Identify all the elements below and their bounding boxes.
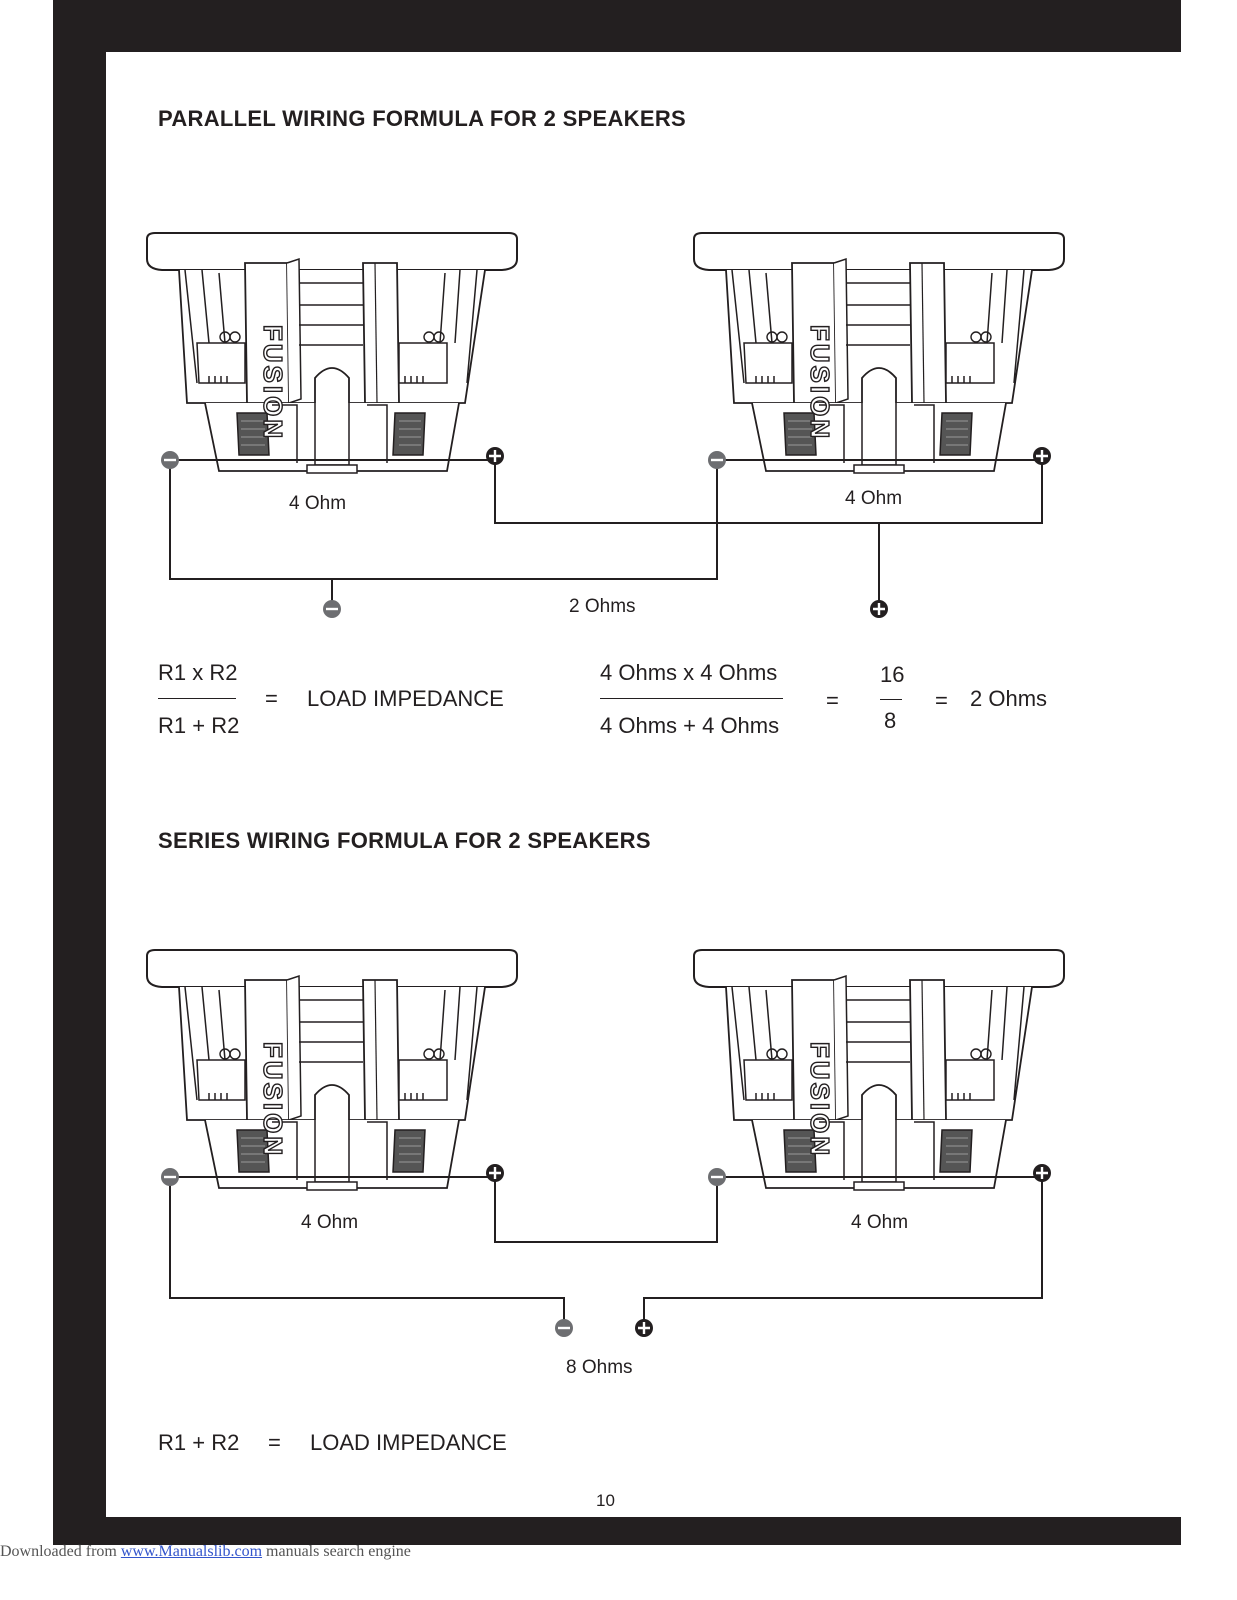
parallel-left-impedance-label: 4 Ohm — [289, 493, 347, 514]
formula-result: LOAD IMPEDANCE — [307, 686, 504, 711]
minus-terminal-icon — [708, 451, 726, 469]
formula-numerator: R1 x R2 — [158, 660, 238, 685]
plus-terminal-icon — [1033, 447, 1051, 465]
minus-output-terminal-icon — [555, 1319, 573, 1337]
speaker-illustration — [147, 233, 517, 473]
series-right-impedance-label: 4 Ohm — [851, 1212, 909, 1233]
series-left-impedance-label: 4 Ohm — [301, 1212, 359, 1233]
minus-terminal-icon — [161, 1168, 179, 1186]
simplified-numerator: 16 — [880, 662, 905, 687]
series-formula-lhs: R1 + R2 — [158, 1430, 240, 1455]
minus-terminal-icon — [161, 451, 179, 469]
download-footer — [0, 1543, 411, 1561]
fusion-logo: FUSION — [258, 324, 288, 442]
fraction-bar — [158, 698, 236, 699]
plus-terminal-icon — [1033, 1164, 1051, 1182]
fusion-logo: FUSION — [805, 324, 835, 442]
parallel-right-impedance-label: 4 Ohm — [845, 488, 903, 509]
series-heading: SERIES WIRING FORMULA FOR 2 SPEAKERS — [158, 828, 651, 853]
plus-output-terminal-icon — [635, 1319, 653, 1337]
equals-sign: = — [268, 1430, 281, 1455]
fraction-bar — [600, 698, 783, 699]
footer-prefix: Downloaded from — [0, 1543, 117, 1560]
speaker-illustration — [694, 233, 1064, 473]
parallel-heading: PARALLEL WIRING FORMULA FOR 2 SPEAKERS — [158, 106, 687, 131]
formula-denominator: R1 + R2 — [158, 713, 240, 738]
example-numerator: 4 Ohms x 4 Ohms — [600, 660, 778, 685]
minus-terminal-icon — [708, 1168, 726, 1186]
equals-sign: = — [826, 688, 839, 713]
series-total-impedance-label: 8 Ohms — [566, 1357, 633, 1378]
plus-terminal-icon — [486, 447, 504, 465]
simplified-denominator: 8 — [884, 708, 897, 733]
example-result: 2 Ohms — [970, 686, 1048, 711]
series-wires — [170, 1173, 1042, 1328]
fusion-logo: FUSION — [258, 1041, 288, 1159]
footer-suffix: manuals search engine — [266, 1543, 411, 1560]
equals-sign: = — [935, 688, 948, 713]
fraction-bar — [880, 699, 902, 700]
page-number: 10 — [596, 1491, 615, 1510]
speaker-illustration — [147, 950, 517, 1190]
plus-terminal-icon — [486, 1164, 504, 1182]
fusion-logo: FUSION — [805, 1041, 835, 1159]
example-denominator: 4 Ohms + 4 Ohms — [600, 713, 780, 738]
minus-output-terminal-icon — [323, 600, 341, 618]
footer-link[interactable]: www.Manualslib.com — [120, 1543, 263, 1560]
series-formula-result: LOAD IMPEDANCE — [310, 1430, 507, 1455]
parallel-total-impedance-label: 2 Ohms — [569, 596, 636, 617]
parallel-wires — [170, 456, 1042, 609]
speaker-illustration — [694, 950, 1064, 1190]
equals-sign: = — [265, 686, 278, 711]
plus-output-terminal-icon — [870, 600, 888, 618]
